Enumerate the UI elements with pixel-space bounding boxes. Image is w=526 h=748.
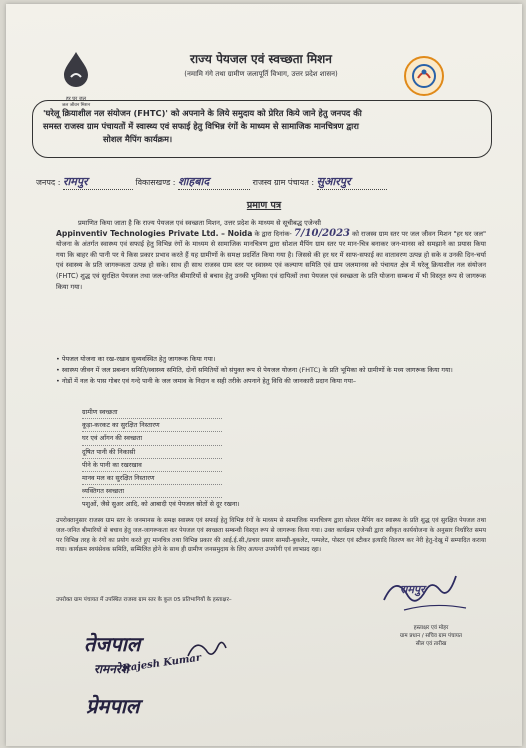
village-label: राजस्व ग्राम पंचायत : [252, 178, 315, 187]
signature: प्रेमपाल [86, 694, 140, 718]
stamp-name: रामपुर [400, 583, 425, 596]
certificate-heading: प्रमाण पत्र [246, 200, 282, 211]
date-prefix: के द्वारा दिनांक- [254, 229, 292, 238]
list-item: पीने के पानी का रखरखाव [82, 459, 222, 472]
page-title: राज्य पेयजल एवं स्वच्छता मिशन [190, 52, 332, 66]
date-value: 7/10/2023 [293, 227, 350, 239]
logo-caption: हर घर जल [66, 96, 86, 102]
stamp-line: सील एवं तारीख [415, 641, 447, 647]
list-item: पशुओं, जैसे सुअर आदि, को आबादी एवं पेयजल स्रोतों से दूर रखना। [82, 500, 240, 509]
agency-name: Appinventiv Technologies Private Ltd. – Noida [56, 228, 253, 238]
bullet-item: • पेयजल योजना का रख-रखाव सुव्यवस्थित हेतु जागरूक किया गया। [56, 355, 216, 363]
bullet-item: • स्वास्थ्य जीवन में जल प्रबन्धन समिति/स्वास्थ्य समिति, दोनों समितियों को संयुक्त रूप से पेयजल योजना (FHTC) के प्रति भूमिका को ग्रामीणों के मध्य जागरूक किया गया। [56, 366, 453, 374]
banner-line: 'घरेलू क्रियाशील नल संयोजन (FHTC)' को अपनाने के लिये समुदाय को प्रेरित किये जाने हेतु जनपद की [43, 108, 362, 118]
block-label: विकासखण्ड : [135, 178, 176, 187]
certificate-page [6, 4, 522, 746]
list-item: दूषित पानी की निकासी [82, 446, 222, 459]
certificate-body [56, 218, 486, 292]
bullet-item: • नोडों में नल के पास गोबर एवं गन्दे पानी के जल जमाव के निदान व सही तरीके अपनाने हेतु विधि की जानकारी प्रदान किया गया– [56, 377, 357, 385]
water-drop-icon [50, 50, 102, 98]
district-value: रामपुर [63, 174, 133, 190]
intro-text: प्रमाणित किया जाता है कि राज्य पेयजल एवं स्वच्छता मिशन, उत्तर प्रदेश के माध्यम से सूचीबद्ध एजेन्सी [78, 219, 321, 227]
banner-line: समस्त राजस्व ग्राम पंचायतों में स्वास्थ्य एवं सफाई हेतु विभिन्न रंगों के माध्यम से सामाजिक मानचित्रण द्वारा [43, 121, 359, 131]
program-banner [32, 100, 492, 158]
page-subtitle: (नमामि गंगे तथा ग्रामीण जलापूर्ति विभाग, उत्तर प्रदेश शासन) [184, 70, 338, 78]
village-value: सुआरपुर [317, 174, 387, 190]
signature: रामनरेश [94, 662, 129, 676]
list-item: घर एवं आँगन की स्वच्छता [82, 432, 222, 445]
stamp-line: ग्राम प्रधान / सचिव ग्राम पंचायत [399, 633, 462, 639]
block-value: शाहबाद [178, 174, 250, 190]
list-item: ग्रामीण स्वच्छता [82, 406, 222, 419]
bullet-list [56, 354, 486, 387]
list-item: कूड़ा-करकट का सुरक्षित निस्तारण [82, 419, 222, 432]
signature: Rajesh Kumar [121, 652, 202, 675]
body-text: को राजस्व ग्राम स्तर पर जल जीवन मिशन "हर घर जल" योजना के अंतर्गत स्वास्थ्य एवं सफाई हेतु विभिन्न रंगों के माध्यम से सामाजिक मानचित्रण द्वारा सोशल मैपिंग ग्राम स्तर पर मान-चित्र बनाकर जन-मानस को समझाने का प्रयास किया गया कि बाहर की पानी पर ये किस प्रकार प्रभाव करते हैं यह ग्रामीणों के समक्ष प्रदर्शित किया गया है। जिससे की हर घर में साफ-सफाई का वातावरण उत्पन्न हो सके व उनकी दिन-चर्या एवं स्वास्थ्य के प्रति जागरूकता उत्पन्न हो सके। साथ ही साथ राजस्व ग्राम स्तर पर स्वास्थ्य एवं कल्याण समिति एवं ग्राम जलमानस को पंचायत क्षेत्र में घरेलू क्रियाशील नल संयोजन (FHTC) शुद्ध एवं सुरक्षित पेयजल तथा जल-जनित बीमारियों से बचाव हेतु उनकी भूमिका एवं दायित्वों तथा पेयजल एवं स्वच्छता के प्रति योजना सम्बन्ध में भी विस्तृत रूप से जागरूक किया गया। [56, 229, 486, 291]
closing-paragraph: उपरोक्तानुसार राजस्व ग्राम स्तर के जनमानस के समक्ष स्वास्थ्य एवं सफाई हेतु विभिन्न रंगों के माध्यम से सामाजिक मानचित्रण द्वारा सोशल मैपिंग कर स्वास्थ्य के प्रति शुद्ध एवं सुरक्षित पेयजल तथा जल-जनित बीमारियों से बचाव हेतु जल-जागरूकता कर पेयजल एवं स्वच्छता सम्बन्धी विस्तृत रूप से जागरूक किया गया। उक्त कार्यक्रम एजेन्सी द्वारा स्वीकृत कार्ययोजना के अनुसार निर्धारित समय पर विभिन्न तरह के रंगों का प्रयोग करते हुए मानचित्र तथा विभिन्न प्रकार की आई.ई.सी./प्रचार प्रसार सामग्री-बुकलेट, पम्पलेट, पोस्टर एवं स्टीकर इत्यादि वितरण कर नेरी हेतु-देखु में सम्पादित कराया गया। कार्यक्रम स्वयंसेवक समिति, सम्मिलित होने के साथ ही ग्रामीण जनसमुदाय के लिए अत्यन्त उपयोगी एवं लाभप्रद रहा। [56, 517, 486, 554]
hygiene-items-list [82, 406, 462, 511]
participants-note: उपरोक्त ग्राम पंचायत में उपस्थित राजस्व ग्राम स्तर के कुल 05 प्रतिभागियों के हस्ताक्षर– [56, 597, 232, 603]
district-label: जनपद : [36, 178, 61, 187]
signature-scribble-icon [184, 636, 230, 672]
signature: तेजपाल [84, 632, 141, 656]
list-item: व्यक्तिगत स्वच्छता [82, 485, 222, 498]
government-emblem-icon [404, 56, 444, 96]
list-item: मानव मल का सुरक्षित निस्तारण [82, 472, 222, 485]
banner-line: सोशल मैपिंग कार्यक्रम। [103, 134, 173, 144]
official-stamp [366, 570, 496, 650]
stamp-line: हस्ताक्षर एवं मोहर [413, 625, 449, 631]
signature-icon [366, 570, 486, 616]
logo-caption-2: जल जीवन मिशन [61, 103, 91, 108]
participant-signatures [84, 622, 284, 732]
location-form [36, 174, 496, 190]
